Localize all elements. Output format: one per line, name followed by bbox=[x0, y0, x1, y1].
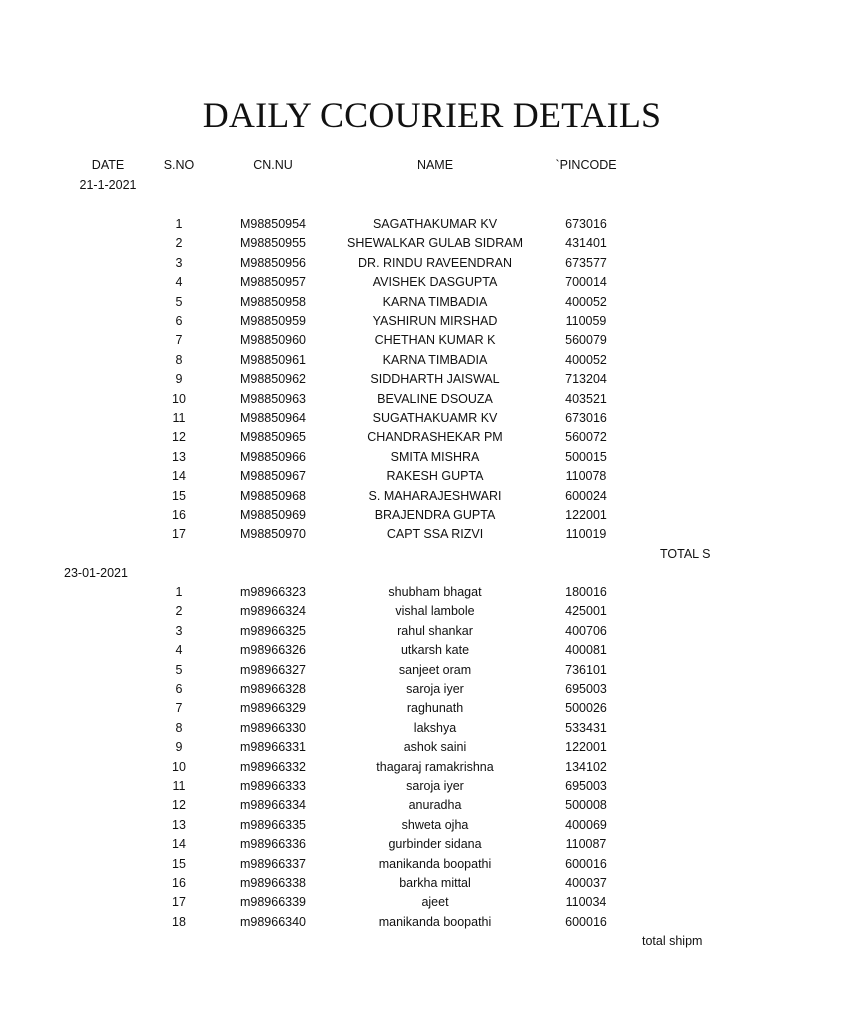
total-shipments-label: TOTAL S bbox=[660, 547, 711, 561]
group-date: 21-1-2021 bbox=[79, 178, 137, 192]
page-title: DAILY CCOURIER DETAILS bbox=[202, 95, 662, 135]
group-date: 23-01-2021 bbox=[64, 566, 128, 580]
total-shipments-label: total shipm bbox=[642, 934, 703, 948]
